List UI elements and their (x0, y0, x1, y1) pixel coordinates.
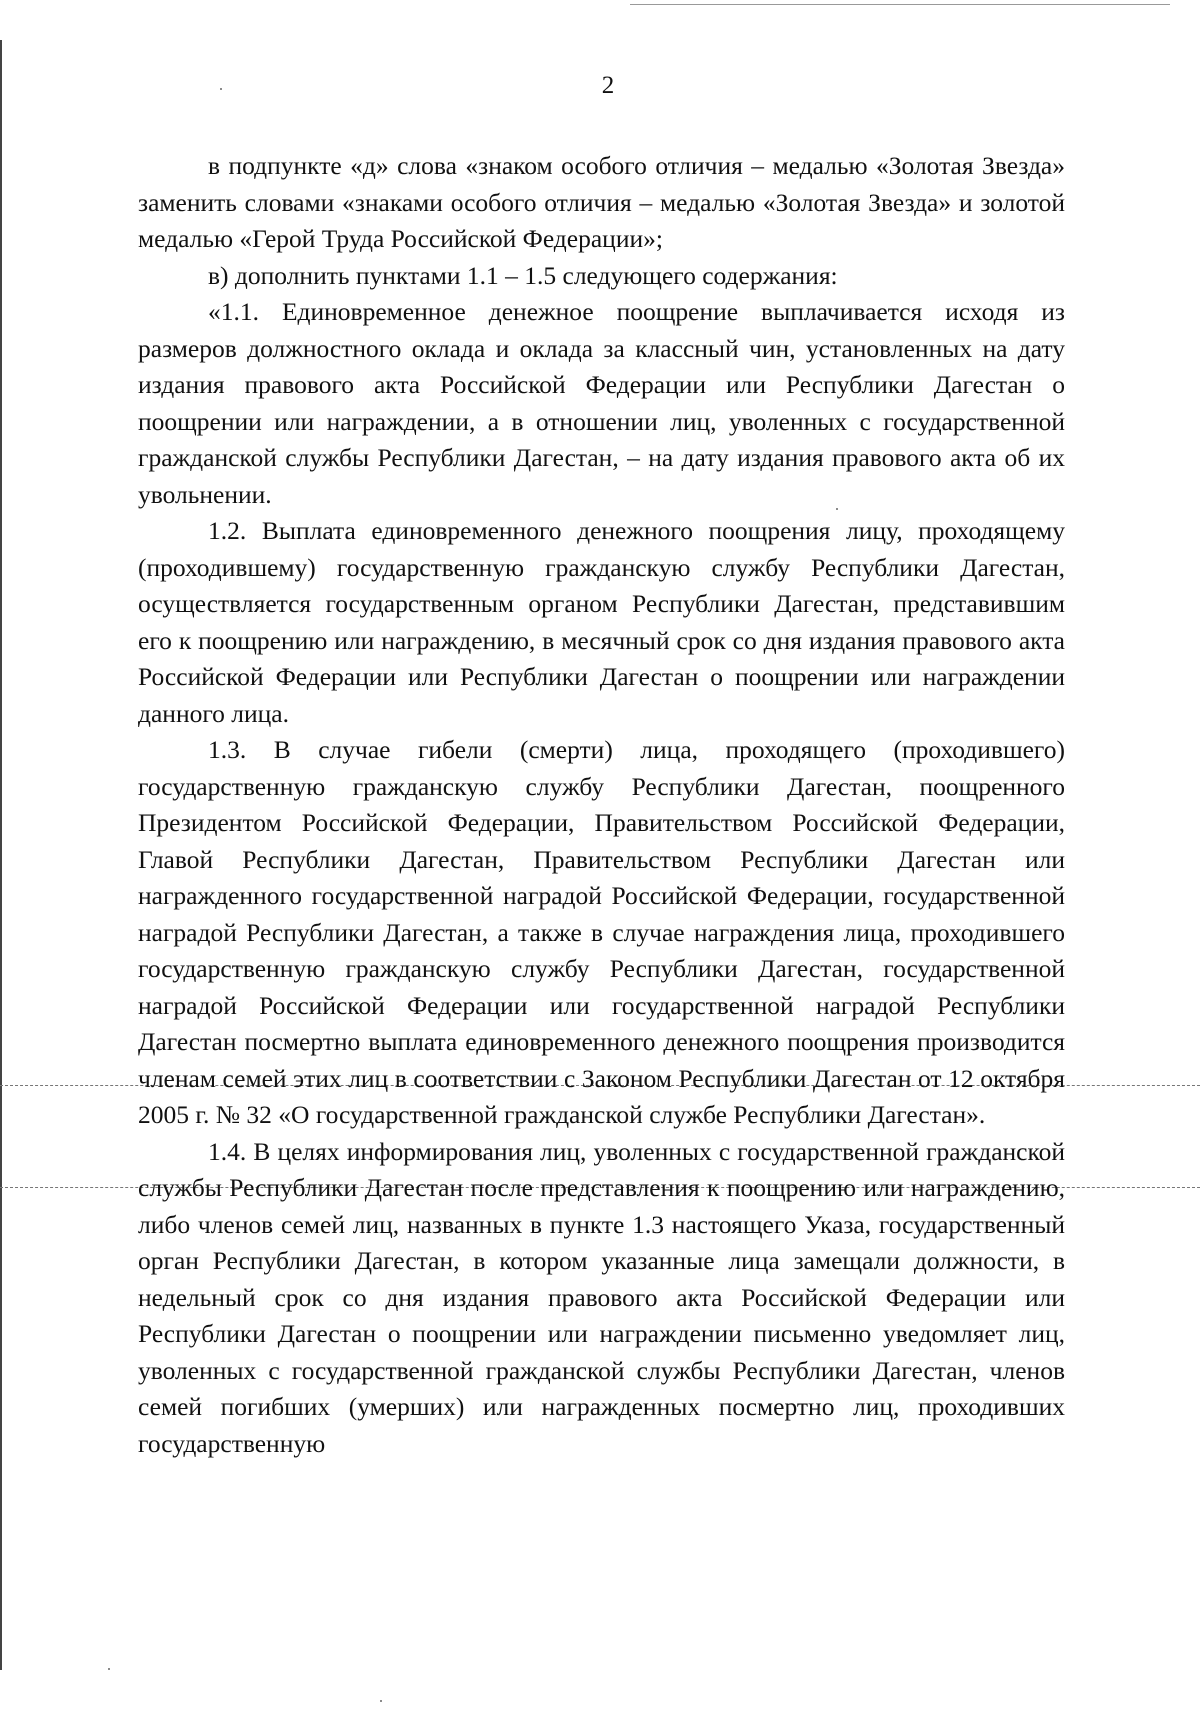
paragraph-1-4: 1.4. В целях информирования лиц, уволенных с государственной гражданской службы Республики Дагестан после представления к поощрению или награждению, либо членов семей лиц, названных в пункте 1.3 настоящего Указа, государственный орган Республики Дагестан, в котором указанные лица замещали должности, в недельный срок со дня издания правового акта Российской Федерации или Республики Дагестан о поощрении или награждении письменно уведомляет лиц, уволенных с государственной гражданской службы Республики Дагестан, членов семей погибших (умерших) или награжденных посмертно лиц, проходивших государственную (138, 1136, 1065, 1458)
paragraph-subpoint-v: в) дополнить пунктами 1.1 – 1.5 следующего содержания: (208, 260, 838, 290)
document-body (138, 148, 1065, 1462)
page-number: 2 (601, 72, 615, 99)
paragraph-1-3: 1.3. В случае гибели (смерти) лица, проходящего (проходившего) государственную гражданскую службу Республики Дагестан, поощренного Президентом Российской Федерации, Правительством Российской Федерации, Главой Республики Дагестан, Правительством Республики Дагестан или награжденного государственной наградой Российской Федерации, государственной наградой Республики Дагестан, а также в случае награждения лица, проходившего государственную гражданскую службу Республики Дагестан, государственной наградой Российской Федерации или государственной наградой Республики Дагестан посмертно выплата единовременного денежного поощрения производится членам семей этих лиц в соответствии с Законом Республики Дагестан от 12 октября 2005 г. № 32 «О государственной гражданской службе Республики Дагестан». (138, 735, 1065, 1129)
scan-speck (380, 1700, 382, 1702)
scan-edge-artifact (0, 40, 2, 1670)
scan-speck (108, 1668, 110, 1670)
paragraph-1-1: «1.1. Единовременное денежное поощрение выплачивается исходя из размеров должностного оклада и оклада за классный чин, установленных на дату издания правового акта Российской Федерации или Республики Дагестан о поощрении или награждении, а в отношении лиц, уволенных с государственной гражданской службы Республики Дагестан, – на дату издания правового акта об их увольнении. (138, 297, 1065, 509)
paragraph-1-2: 1.2. Выплата единовременного денежного поощрения лицу, проходящему (проходившему) государственную гражданскую службу Республики Дагестан, осуществляется государственным органом Республики Дагестан, представившим его к поощрению или награждению, в месячный срок со дня издания правового акта Российской Федерации или Республики Дагестан о поощрении или награждении данного лица. (138, 516, 1065, 728)
paragraph-subpoint-d: в подпункте «д» слова «знаком особого отличия – медалью «Золотая Звезда» заменить словами «знаками особого отличия – медалью «Золотая Звезда» и золотой медалью «Герой Труда Российской Федерации»; (138, 151, 1065, 253)
scan-top-line-artifact (630, 4, 1170, 5)
